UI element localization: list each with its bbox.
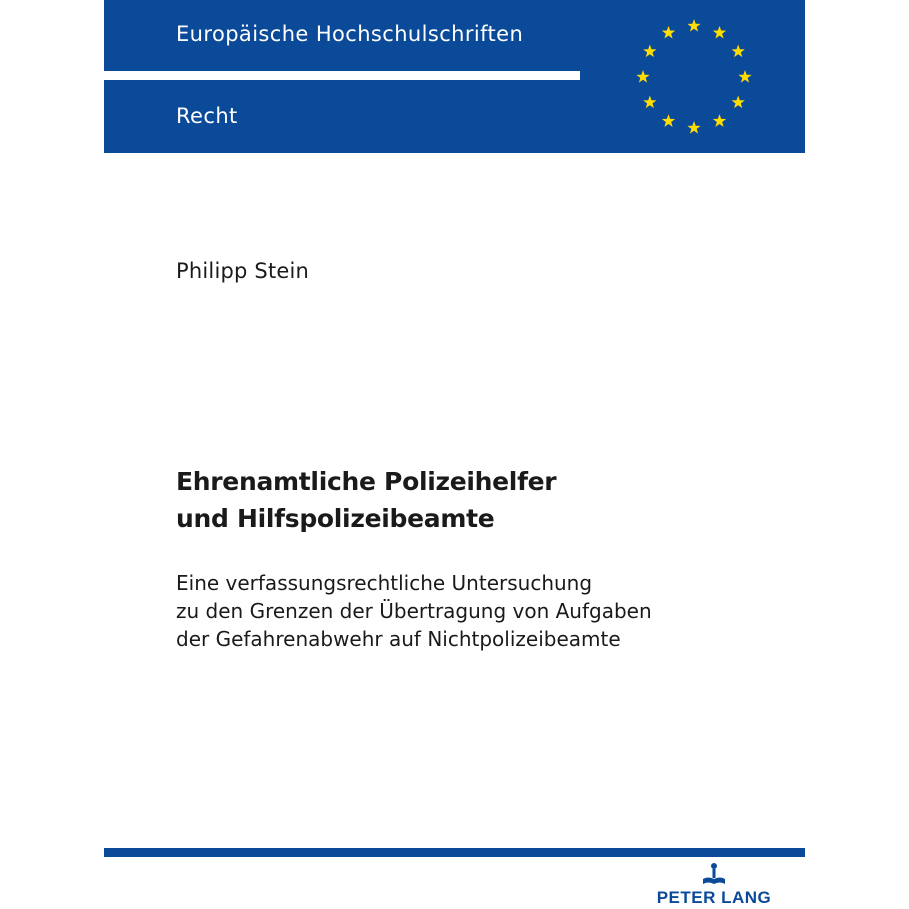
star-icon [732,96,745,109]
star-icon [643,96,656,109]
banner-divider [104,71,580,80]
peter-lang-logo-icon [701,862,727,888]
publisher-logo [649,862,779,909]
series-subject: Recht [176,104,238,128]
star-icon [713,114,726,127]
eu-stars-circle-icon [624,10,764,145]
star-icon [662,26,675,39]
star-icon [738,70,751,83]
book-title-line: und Hilfspolizeibeamte [176,504,495,533]
series-banner [104,0,805,153]
book-subtitle-line: der Gefahrenabwehr auf Nichtpolizeibeamte [176,627,621,651]
bottom-divider [104,848,805,857]
star-icon [713,26,726,39]
star-icon [687,121,700,134]
star-icon [687,19,700,32]
star-icon [732,45,745,58]
star-icon [662,114,675,127]
book-title-line: Ehrenamtliche Polizeihelfer [176,467,557,496]
author-name: Philipp Stein [176,259,310,283]
book-title [176,463,556,537]
book-subtitle-line: Eine verfassungsrechtliche Untersuchung [176,571,593,595]
book-subtitle-line: zu den Grenzen der Übertragung von Aufgaben [176,599,652,623]
series-title: Europäische Hochschulschriften [176,22,524,46]
star-icon [643,45,656,58]
book-subtitle [176,569,652,653]
book-cover [104,0,805,909]
publisher-name: PETER LANG [656,888,772,907]
star-icon [636,70,649,83]
